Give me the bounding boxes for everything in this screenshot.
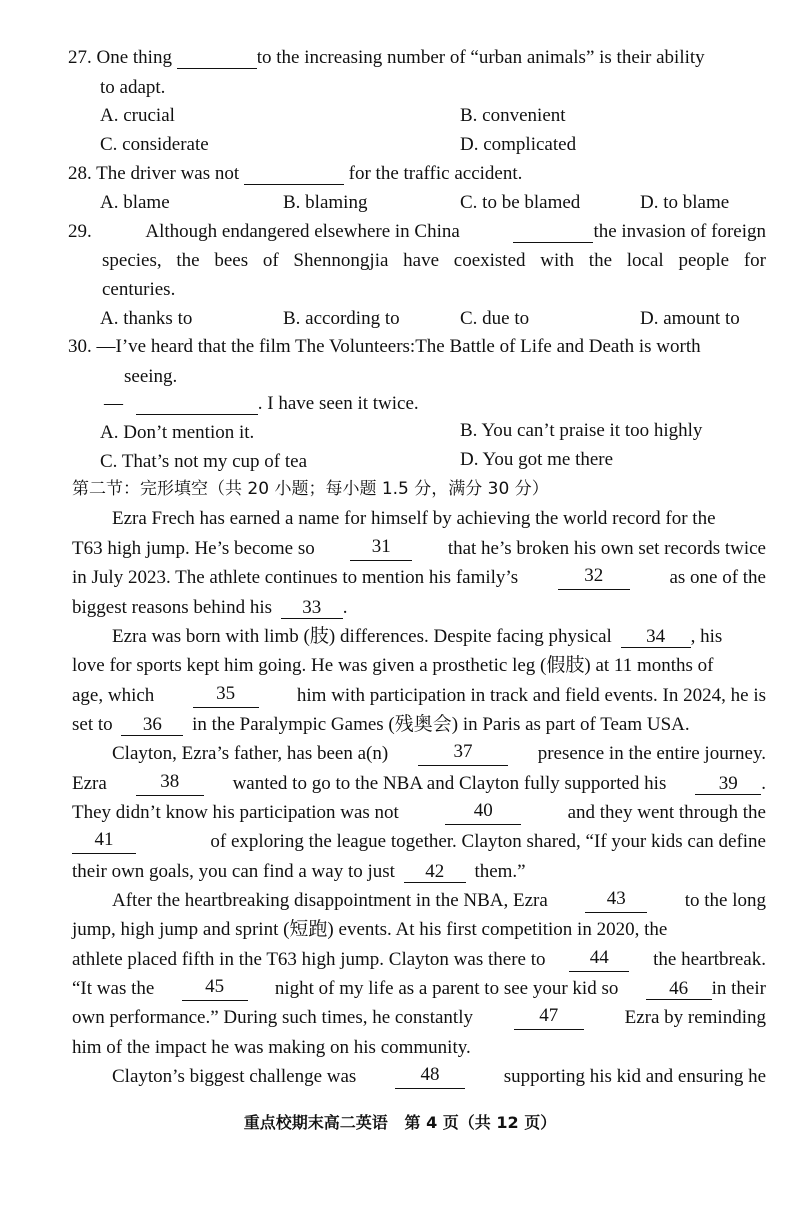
blank-40: 40 [445,801,521,825]
passage-p1-line-2: T63 high jump. He’s become so 31 that he’s broken his own set records twice [72,536,766,559]
q28-stem: 28. The driver was not for the traffic accident. [68,163,523,184]
q30-option-a: A. Don’t mention it. [100,422,255,443]
blank-41: 41 [72,830,136,854]
q27-blank [177,48,257,69]
q27-option-d: D. complicated [460,134,577,155]
q27-stem-line-2: to adapt. [100,77,166,98]
q29-option-a: A. thanks to [100,308,193,329]
q28-option-c: C. to be blamed [460,192,581,213]
q30-reply: — . I have seen it twice. [104,393,419,414]
q28-option-b: B. blaming [283,192,368,213]
q30-number: 30. [68,336,92,357]
q27-number: 27. [68,47,92,68]
q30-option-c: C. That’s not my cup of tea [100,451,308,472]
passage-p2-line-4: set to 36 in the Paralympic Games (残奥会) in Paris as part of Team USA. [72,714,690,735]
passage-p4-line-5: own performance.” During such times, he constantly 47 Ezra by reminding [72,1005,766,1028]
passage-p3-line-4: 41 of exploring the league together. Clayton shared, “If your kids can define [72,830,766,854]
blank-47: 47 [514,1006,584,1030]
q30-option-b: B. You can’t praise it too highly [460,420,703,441]
passage-p2-line-1: Ezra was born with limb (肢) differences. Despite facing physical 34 , his [112,626,723,647]
blank-31: 31 [350,537,412,561]
q30-option-d: D. You got me there [460,449,614,470]
q28-blank [244,164,344,185]
q28-number: 28. [68,163,92,184]
blank-37: 37 [418,742,508,766]
blank-44: 44 [569,948,629,972]
passage-p5-line-1: Clayton’s biggest challenge was 48 supporting his kid and ensuring he [112,1064,766,1087]
q28-option-d: D. to blame [640,192,730,213]
passage-p4-line-3: athlete placed fifth in the T63 high jump. Clayton was there to 44 the heartbreak. [72,947,766,970]
passage-p3-line-2: Ezra 38 wanted to go to the NBA and Clayton fully supported his 39 . [72,771,766,794]
q29-blank [513,222,593,243]
blank-33: 33 [281,598,343,619]
q30-stem-line-2: seeing. [124,366,178,387]
passage-p4-line-6: him of the impact he was making on his community. [72,1037,471,1058]
blank-35: 35 [193,684,259,708]
q27-option-b: B. convenient [460,105,566,126]
passage-p1-line-1: Ezra Frech has earned a name for himself by achieving the world record for the [112,508,716,529]
blank-42: 42 [404,862,466,883]
blank-43: 43 [585,889,647,913]
q29-stem-line-1: 29. Although endangered elsewhere in China the invasion of foreign [68,221,766,242]
section-2-heading: 第二节：完形填空（共 20 小题；每小题 1.5 分，满分 30 分） [72,479,549,499]
passage-p1-line-4: biggest reasons behind his 33 . [72,597,348,618]
q29-option-c: C. due to [460,308,530,329]
passage-p4-line-4: “It was the 45 night of my life as a parent to see your kid so 46 in their [72,976,766,999]
q29-stem-line-3: centuries. [102,279,176,300]
passage-p4-line-1: After the heartbreaking disappointment in the NBA, Ezra 43 to the long [112,888,766,911]
blank-39: 39 [695,774,761,795]
passage-p3-line-1: Clayton, Ezra’s father, has been a(n) 37 presence in the entire journey. [112,741,766,764]
passage-p2-line-3: age, which 35 him with participation in track and field events. In 2024, he is [72,683,766,706]
blank-38: 38 [136,772,204,796]
q29-stem-line-2: species, the bees of Shennongjia have coexisted with the local people for [102,250,766,271]
blank-46: 46 [646,979,712,1000]
q30-stem-line-1: 30. —I’ve heard that the film The Volunteers:The Battle of Life and Death is worth [68,336,701,357]
q30-blank [136,394,258,415]
passage-p4-line-2: jump, high jump and sprint (短跑) events. At his first competition in 2020, the [72,919,668,940]
page-footer: 重点校期末高二英语 第 4 页（共 12 页） [243,1113,557,1132]
q29-option-b: B. according to [283,308,400,329]
blank-45: 45 [182,977,248,1001]
q29-option-d: D. amount to [640,308,740,329]
blank-36: 36 [121,715,183,736]
q27-option-a: A. crucial [100,105,175,126]
passage-p3-line-3: They didn’t know his participation was not 40 and they went through the [72,800,766,823]
q28-option-a: A. blame [100,192,170,213]
q27-stem-line-1: 27. One thing to the increasing number of “urban animals” is their ability [68,47,705,68]
q27-option-c: C. considerate [100,134,209,155]
q29-number: 29. [68,221,92,242]
passage-p3-line-5: their own goals, you can find a way to just 42 them.” [72,861,526,882]
passage-p1-line-3: in July 2023. The athlete continues to mention his family’s 32 as one of the [72,565,766,588]
blank-48: 48 [395,1065,465,1089]
blank-34: 34 [621,627,691,648]
blank-32: 32 [558,566,630,590]
passage-p2-line-2: love for sports kept him going. He was given a prosthetic leg (假肢) at 11 months of [72,655,714,676]
